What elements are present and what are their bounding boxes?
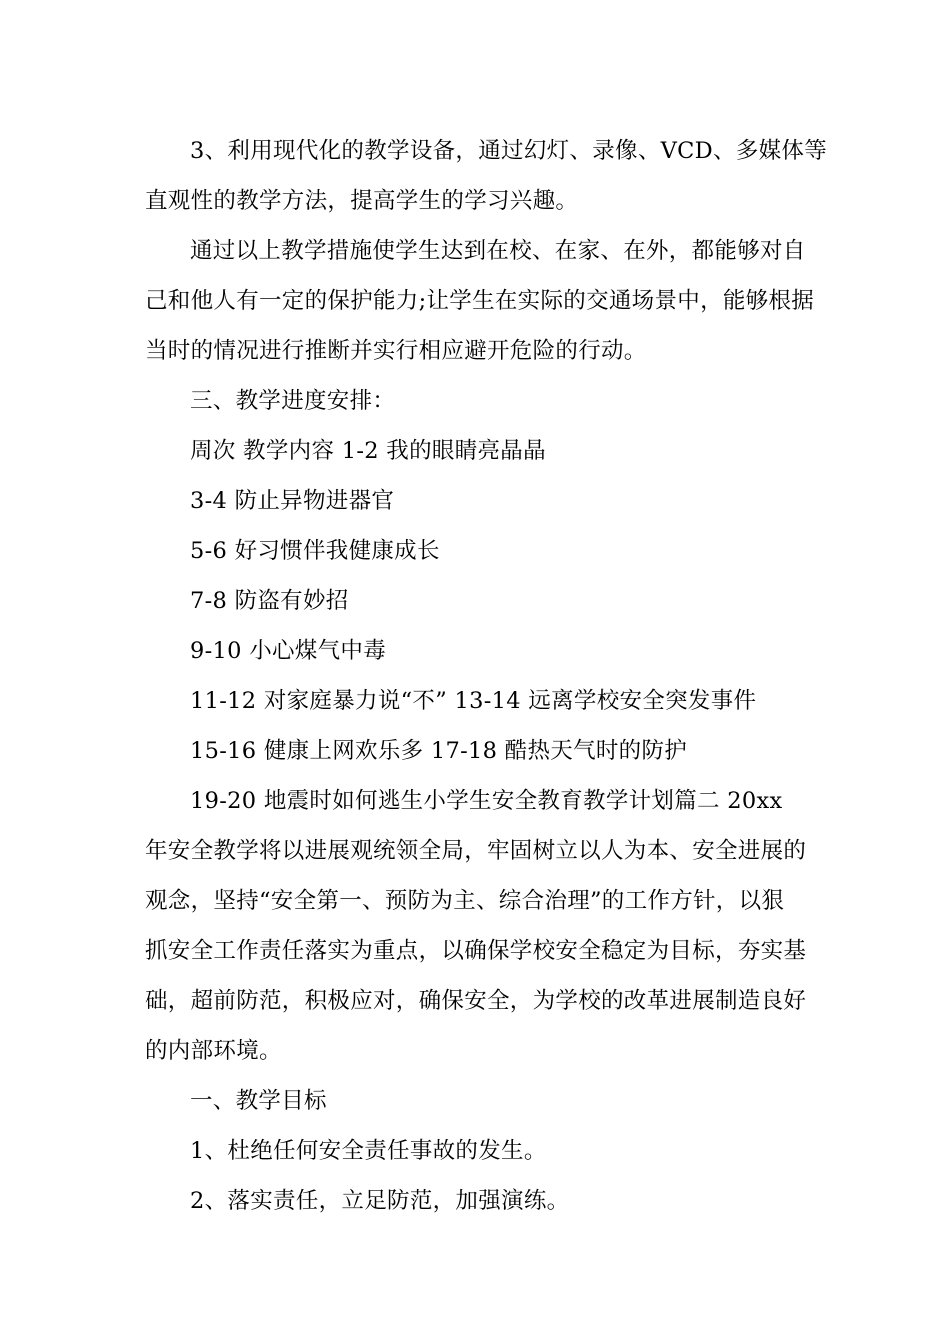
paragraph-line: 己和他人有一定的保护能力;让学生在实际的交通场景中，能够根据 <box>145 288 815 314</box>
paragraph-line: 直观性的教学方法，提高学生的学习兴趣。 <box>145 188 579 214</box>
paragraph-line: 年安全教学将以进展观统领全局，牢固树立以人为本、安全进展的 <box>145 838 807 864</box>
paragraph-line: 础，超前防范，积极应对，确保安全，为学校的改革进展制造良好 <box>145 988 807 1014</box>
paragraph-line: 的内部环境。 <box>145 1038 282 1064</box>
paragraph-line: 抓安全工作责任落实为重点，以确保学校安全稳定为目标，夯实基 <box>145 938 807 964</box>
section-heading: 三、教学进度安排： <box>190 388 396 414</box>
paragraph-line: 观念，坚持“安全第一、预防为主、综合治理”的工作方针，以狠 <box>145 888 785 914</box>
schedule-line: 15-16 健康上网欢乐多 17-18 酷热天气时的防护 <box>190 738 688 764</box>
schedule-line: 11-12 对家庭暴力说“不” 13-14 远离学校安全突发事件 <box>190 688 757 714</box>
section-heading: 一、教学目标 <box>190 1088 327 1114</box>
schedule-line: 9-10 小心煤气中毒 <box>190 638 387 664</box>
list-item: 2、落实责任，立足防范，加强演练。 <box>190 1188 570 1214</box>
paragraph-line: 通过以上教学措施使学生达到在校、在家、在外，都能够对自 <box>190 238 806 264</box>
paragraph-line: 当时的情况进行推断并实行相应避开危险的行动。 <box>145 338 647 364</box>
paragraph-line: 3、利用现代化的教学设备，通过幻灯、录像、VCD、多媒体等 <box>190 138 828 164</box>
list-item: 1、杜绝任何安全责任事故的发生。 <box>190 1138 547 1164</box>
schedule-line: 周次 教学内容 1-2 我的眼睛亮晶晶 <box>190 438 546 464</box>
schedule-line: 19-20 地震时如何逃生小学生安全教育教学计划篇二 20xx <box>190 788 783 814</box>
schedule-line: 7-8 防盗有妙招 <box>190 588 349 614</box>
schedule-line: 3-4 防止异物进器官 <box>190 488 395 514</box>
schedule-line: 5-6 好习惯伴我健康成长 <box>190 538 440 564</box>
